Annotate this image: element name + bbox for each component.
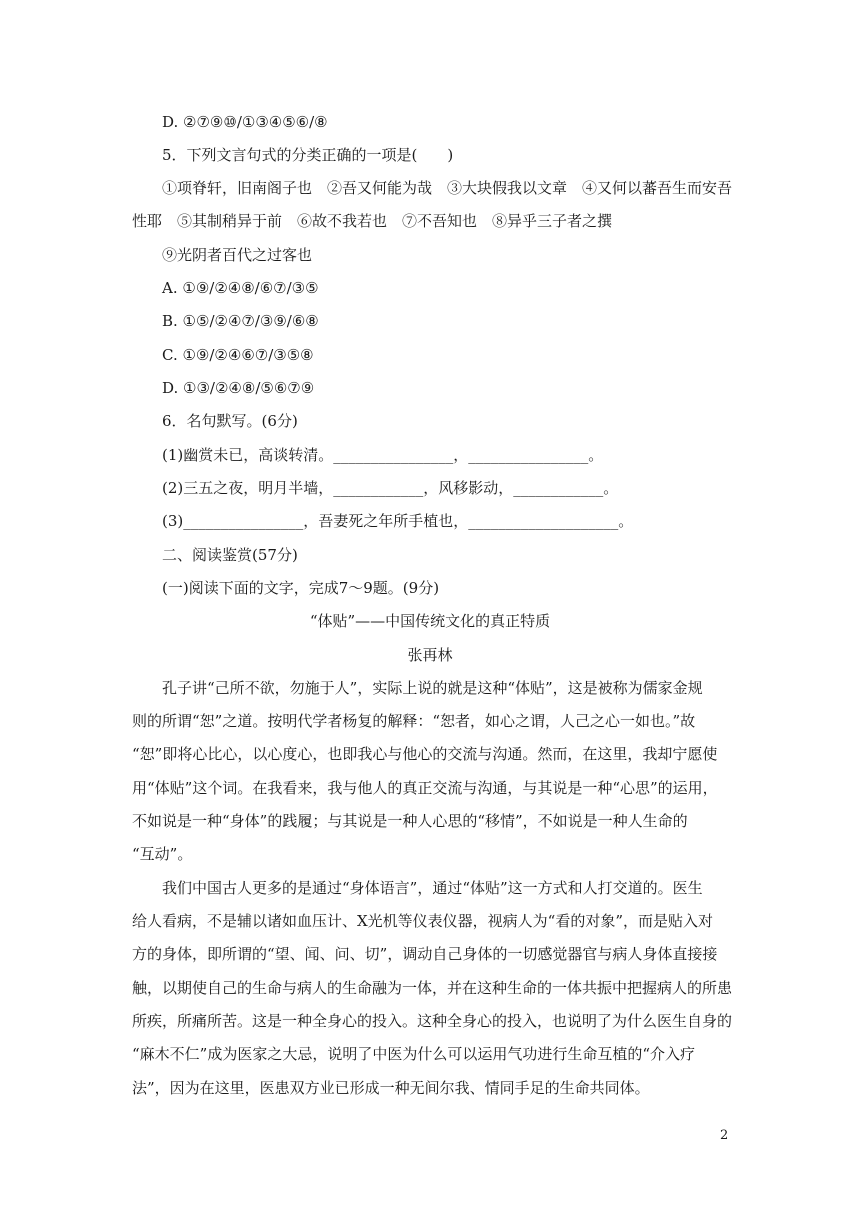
para1-line: “互动”。 xyxy=(132,845,193,863)
para1-line: “恕”即将心比心，以心度心，也即我心与他心的交流与沟通。然而，在这里，我却宁愿使 xyxy=(132,745,718,763)
q5-option-b: B. ①⑤/②④⑦/③⑨/⑥⑧ xyxy=(162,312,319,330)
para2-line: 法”，因为在这里，医患双方业已形成一种无间尔我、情同手足的生命共同体。 xyxy=(132,1079,650,1097)
para1-line: 则的所谓“恕”之道。按明代学者杨复的解释：“恕者，如心之谓，人己之心一如也。”故 xyxy=(132,712,696,730)
q6-stem: 6．名句默写。(6分) xyxy=(162,412,298,430)
q4-option-d: D. ②⑦⑨⑩/①③④⑤⑥/⑧ xyxy=(162,113,328,131)
q5-option-a: A. ①⑨/②④⑧/⑥⑦/③⑤ xyxy=(162,279,319,297)
para2-line: 我们中国古人更多的是通过“身体语言”，通过“体贴”这一方式和人打交道的。医生 xyxy=(132,879,703,897)
q6-line-3: (3)________________，吾妻死之年所手植也，____________________。 xyxy=(162,512,634,530)
para1-line: 不如说是一种“身体”的践履；与其说是一种人心思的“移情”，不如说是一种人生命的 xyxy=(132,812,688,830)
para1-line: 孔子讲“己所不欲，勿施于人”，实际上说的就是这种“体贴”，这是被称为儒家金规 xyxy=(132,679,703,697)
article-title: “体贴”——中国传统文化的真正特质 xyxy=(309,612,551,630)
para2-line: 所疾，所痛所苦。这是一种全身心的投入。这种全身心的投入，也说明了为什么医生自身的 xyxy=(132,1012,733,1030)
q5-items-line2: 性耶 ⑤其制稍异于前 ⑥故不我若也 ⑦不吾知也 ⑧异乎三子者之撰 xyxy=(132,212,613,230)
q5-items-line3: ⑨光阴者百代之过客也 xyxy=(162,246,313,264)
para2-line: 触，以期使自己的生命与病人的生命融为一体，并在这种生命的一体共振中把握病人的所患 xyxy=(132,979,733,997)
para2-line: “麻木不仁”成为医家之大忌，说明了中医为什么可以运用气功进行生命互植的“介入疗 xyxy=(132,1045,696,1063)
page-number: 2 xyxy=(720,1128,729,1143)
para2-line: 给人看病，不是辅以诸如血压计、X光机等仪表仪器，视病人为“看的对象”，而是贴入对 xyxy=(132,912,714,930)
reading-instruction: (一)阅读下面的文字，完成7～9题。(9分) xyxy=(162,579,440,597)
para1-line: 用“体贴”这个词。在我看来，我与他人的真正交流与沟通，与其说是一种“心思”的运用， xyxy=(132,779,718,797)
q6-line-2: (2)三五之夜，明月半墙，____________，风移影动，____________。 xyxy=(162,479,619,497)
q6-line-1: (1)幽赏未已，高谈转清。________________，________________。 xyxy=(162,446,604,464)
q5-stem: 5．下列文言句式的分类正确的一项是( ) xyxy=(162,146,454,164)
q5-option-c: C. ①⑨/②④⑥⑦/③⑤⑧ xyxy=(162,346,314,364)
section-heading: 二、阅读鉴赏(57分) xyxy=(162,546,298,564)
article-author: 张再林 xyxy=(407,646,453,664)
para2-line: 方的身体，即所谓的“望、闻、问、切”，调动自己身体的一切感觉器官与病人身体直接接 xyxy=(132,945,718,963)
q5-items-line1: ①项脊轩，旧南阁子也 ②吾又何能为哉 ③大块假我以文章 ④又何以蕃吾生而安吾 xyxy=(162,179,733,197)
q5-option-d: D. ①③/②④⑧/⑤⑥⑦⑨ xyxy=(162,379,315,397)
